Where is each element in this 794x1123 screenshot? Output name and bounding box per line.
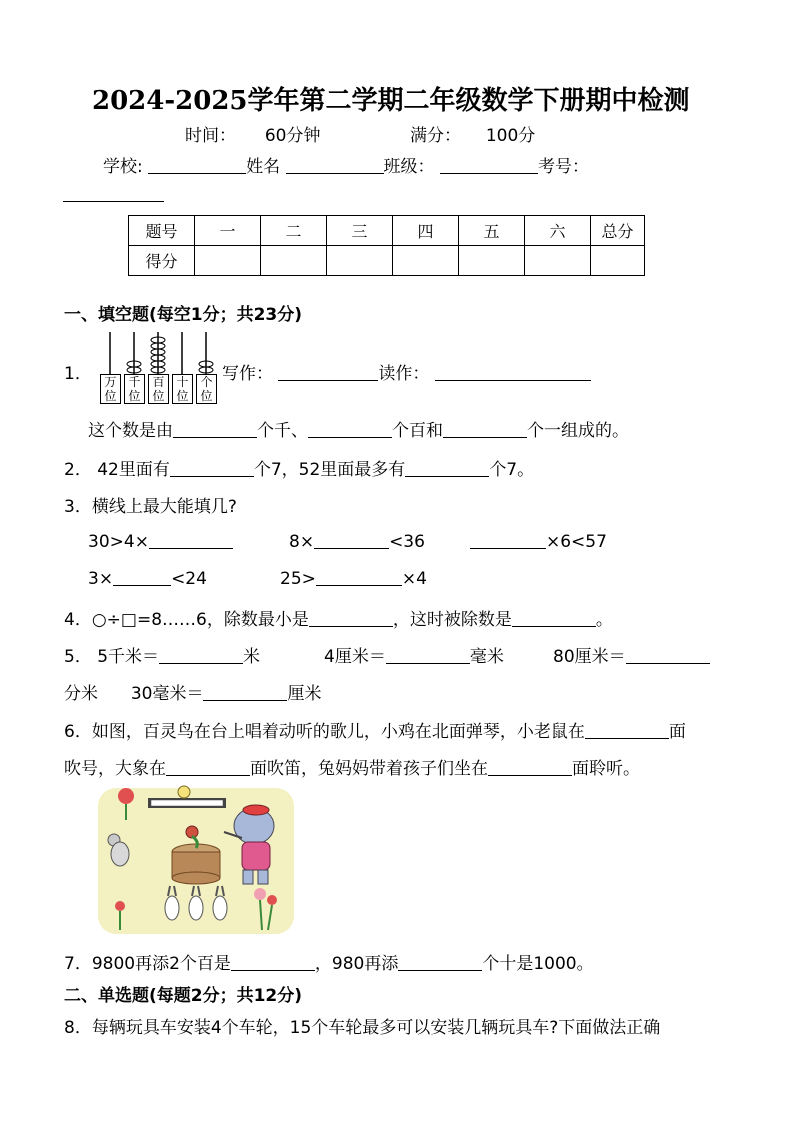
- q1-text: 个千、: [257, 421, 308, 441]
- full-score-value: 100分: [485, 126, 536, 146]
- q7-blank-1[interactable]: [231, 952, 315, 971]
- q1-read-blank[interactable]: [435, 362, 591, 381]
- q4: [64, 605, 613, 630]
- q5-line1-c: [553, 642, 710, 667]
- q5-text: 米: [243, 647, 261, 667]
- q3-text: 30>4×: [88, 532, 149, 552]
- q6-line2: [64, 754, 640, 779]
- score-cell[interactable]: [393, 246, 459, 276]
- q3-blank-3[interactable]: [470, 530, 546, 549]
- q4-text: 4．○÷□=8……6，除数最小是: [64, 610, 309, 630]
- q3-text: <36: [389, 532, 425, 552]
- table-cell: 六: [525, 216, 591, 246]
- q1-write-label: 写作：: [222, 364, 273, 384]
- q1-blank-hundreds[interactable]: [308, 419, 392, 438]
- class-label: 班级：: [383, 157, 435, 177]
- q6-text: 6．如图，百灵鸟在台上唱着动听的歌儿，小鸡在北面弹琴，小老鼠在: [64, 722, 585, 742]
- q6-text: 面聆听。: [572, 759, 640, 779]
- exam-no-label: 考号：: [537, 157, 589, 177]
- q3-blank-5[interactable]: [316, 567, 402, 586]
- score-cell[interactable]: [327, 246, 393, 276]
- table-cell: 三: [327, 216, 393, 246]
- q1-write-read: [222, 359, 591, 384]
- q5-line2: [64, 679, 321, 704]
- q7-text: ，980再添: [314, 954, 399, 974]
- q3-text: 25>: [280, 569, 316, 589]
- score-cell[interactable]: [195, 246, 261, 276]
- q1-text: 个一组成的。: [527, 421, 629, 441]
- abacus-label-bai: 百 位: [148, 374, 169, 404]
- q5-blank-4[interactable]: [203, 682, 287, 701]
- q6-scene: [96, 782, 296, 937]
- time-label: 时间：: [185, 126, 236, 146]
- table-cell: 二: [261, 216, 327, 246]
- q3-row1-c: [470, 530, 607, 552]
- q2-blank-1[interactable]: [170, 458, 254, 477]
- q5-blank-1[interactable]: [159, 645, 243, 664]
- q5-text: 80厘米＝: [553, 647, 626, 667]
- score-cell[interactable]: [261, 246, 327, 276]
- q3-row1-b: [289, 530, 425, 552]
- score-cell[interactable]: [459, 246, 525, 276]
- q2-blank-2[interactable]: [405, 458, 489, 477]
- q1-read-label: 读作：: [378, 364, 430, 384]
- q3-text: 3×: [88, 569, 114, 589]
- table-cell: 总分: [591, 216, 645, 246]
- q6-blank-3[interactable]: [488, 757, 572, 776]
- q4-text: ，这时被除数是: [392, 610, 512, 630]
- q6-text: 面吹笛，兔妈妈带着孩子们坐在: [250, 759, 488, 779]
- table-cell: 得分: [129, 246, 195, 276]
- abacus: [98, 330, 223, 406]
- q6-text: 面: [668, 722, 686, 742]
- q5-line1: [64, 642, 260, 667]
- q3-row2-a: [88, 567, 207, 589]
- q2-text: 个7。: [489, 460, 535, 480]
- name-field[interactable]: [286, 155, 384, 174]
- q4-blank-1[interactable]: [309, 608, 393, 627]
- q5-text: 30毫米＝: [130, 684, 204, 704]
- q3-blank-1[interactable]: [149, 530, 233, 549]
- q8-text: 8．每辆玩具车安装4个车轮，15个车轮最多可以安装几辆玩具车?下面做法正确: [64, 1018, 661, 1038]
- q3-blank-4[interactable]: [113, 567, 171, 586]
- abacus-label-qian: 千 位: [124, 374, 145, 404]
- q3-text: ×4: [401, 569, 427, 589]
- full-score-info: [410, 121, 535, 146]
- abacus-label-shi: 十 位: [172, 374, 193, 404]
- q3-text: <24: [171, 569, 207, 589]
- score-table: [128, 215, 645, 276]
- q5-text: 厘米: [287, 684, 322, 704]
- score-table-header-row: [129, 216, 645, 246]
- q1-line2: [88, 416, 629, 441]
- q3-row1-a: [88, 530, 233, 552]
- q2-text: 2． 42里面有: [64, 460, 170, 480]
- table-cell: 五: [459, 216, 525, 246]
- q4-text: 。: [595, 610, 613, 630]
- flower-icon: [118, 788, 134, 804]
- q1-text: 个百和: [392, 421, 443, 441]
- table-cell: 题号: [129, 216, 195, 246]
- q3-text: ×6<57: [546, 532, 607, 552]
- q6-text: 吹号，大象在: [64, 759, 166, 779]
- student-info-line: [103, 152, 589, 177]
- score-cell[interactable]: [525, 246, 591, 276]
- time-info: [185, 121, 320, 146]
- school-label: 学校:: [103, 157, 143, 177]
- name-label: 姓名: [246, 157, 281, 177]
- q1-blank-ones[interactable]: [443, 419, 527, 438]
- q7: [64, 949, 594, 974]
- q1-write-blank[interactable]: [278, 362, 378, 381]
- table-cell: 四: [393, 216, 459, 246]
- abacus-label-ge: 个 位: [196, 374, 217, 404]
- q5-text: 分米: [64, 684, 98, 704]
- q1-blank-thousands[interactable]: [173, 419, 257, 438]
- q3-title: 3．横线上最大能填几?: [64, 497, 237, 517]
- q5-blank-2[interactable]: [386, 645, 470, 664]
- q6-blank-2[interactable]: [166, 757, 250, 776]
- q5-line1-b: [324, 642, 504, 667]
- exam-no-field[interactable]: [63, 201, 164, 202]
- score-table-score-row: [129, 246, 645, 276]
- q3-text: 8×: [289, 532, 315, 552]
- full-score-label: 满分：: [410, 126, 461, 146]
- school-field[interactable]: [148, 155, 246, 174]
- q1-number: 1．: [64, 364, 92, 384]
- q4-blank-2[interactable]: [512, 608, 596, 627]
- q3-row2-b: [280, 567, 427, 589]
- q7-text: 7．9800再添2个百是: [64, 954, 231, 974]
- q5-text: 4厘米＝: [324, 647, 386, 667]
- class-field[interactable]: [440, 155, 538, 174]
- q5-text: 毫米: [469, 647, 504, 667]
- q1-text: 这个数是由: [88, 421, 173, 441]
- q7-blank-2[interactable]: [398, 952, 482, 971]
- q6-blank-1[interactable]: [585, 720, 669, 739]
- table-cell: 一: [195, 216, 261, 246]
- page-title: 2024-2025学年第二学期二年级数学下册期中检测: [92, 86, 690, 116]
- section-2-title: 二、单选题(每题2分；共12分): [64, 986, 303, 1006]
- q2: [64, 455, 534, 480]
- q7-text: 个十是1000。: [482, 954, 594, 974]
- q5-blank-3[interactable]: [626, 645, 710, 664]
- q2-text: 个7，52里面最多有: [253, 460, 406, 480]
- q6-line1: [64, 717, 686, 742]
- abacus-label-wan: 万 位: [100, 374, 121, 404]
- time-value: 60分钟: [264, 126, 321, 146]
- q6-illustration: [96, 782, 296, 937]
- q5-text: 5． 5千米＝: [64, 647, 160, 667]
- q3-blank-2[interactable]: [314, 530, 389, 549]
- section-1-title: 一、填空题(每空1分；共23分): [64, 305, 303, 325]
- score-cell[interactable]: [591, 246, 645, 276]
